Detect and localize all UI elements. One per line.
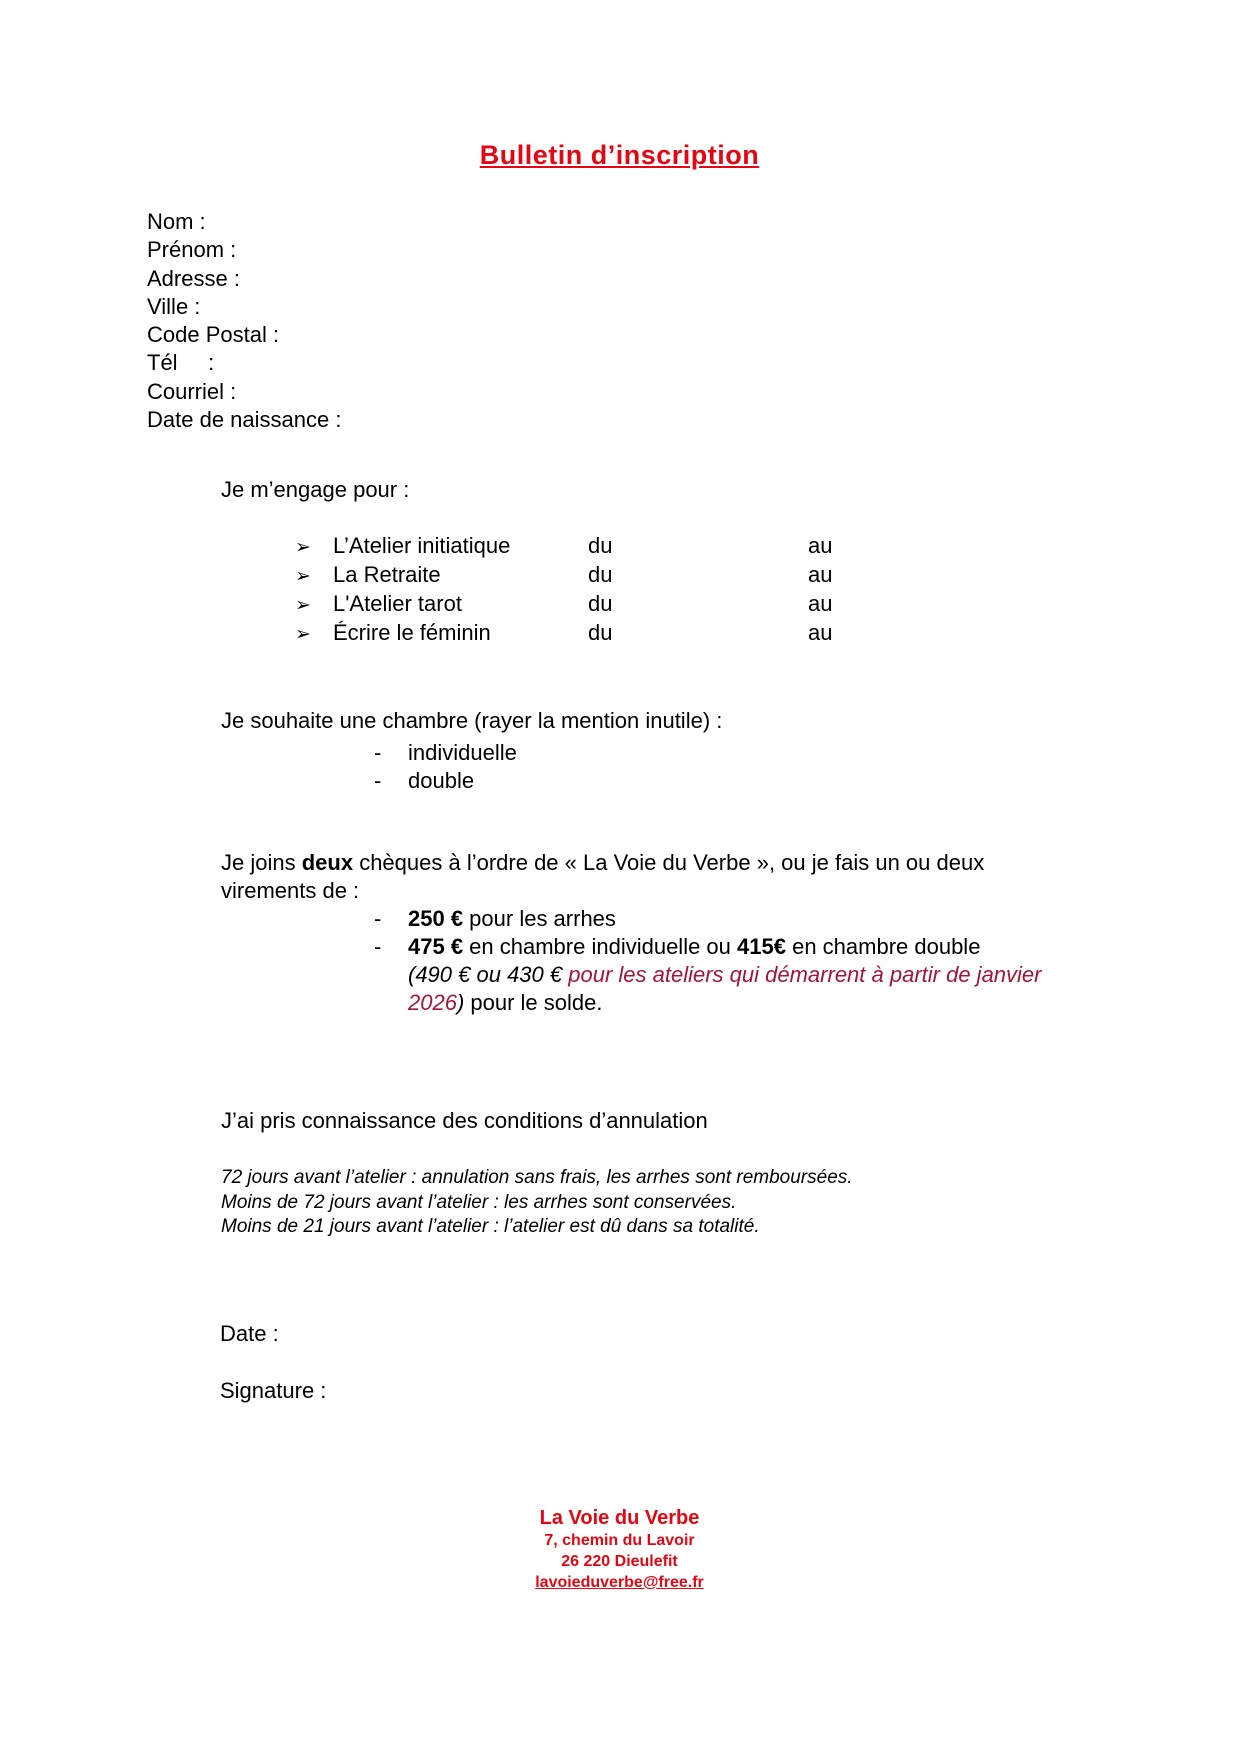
engagement-item — [295, 532, 1195, 561]
date-to-label: au — [808, 562, 833, 587]
payment-paren-line2 — [221, 989, 1201, 1017]
engagement-item-label: Écrire le féminin — [333, 620, 491, 645]
solde-amount-individuelle: 475 € — [408, 934, 464, 959]
payment-paren-line1 — [221, 961, 1201, 989]
room-option-label: double — [408, 768, 475, 793]
solde-end-text: en chambre double — [785, 934, 981, 959]
engagement-item-label: L’Atelier initiatique — [333, 533, 511, 558]
arrow-bullet-icon: ➢ — [295, 565, 311, 587]
room-options-list — [374, 739, 517, 795]
payment-intro-line2: virements de : — [221, 878, 360, 903]
condition-line: Moins de 21 jours avant l’atelier : l’atelier est dû dans sa totalité. — [221, 1216, 760, 1237]
dash-bullet: - — [374, 906, 382, 931]
field-label-nom: Nom : — [147, 209, 206, 234]
document-title: Bulletin d’inscription — [479, 140, 760, 170]
paren-content-2 — [408, 989, 602, 1017]
engagement-item — [295, 619, 1195, 648]
payment-solde-content — [408, 933, 980, 961]
condition-line: 72 jours avant l’atelier : annulation sans frais, les arrhes sont remboursées. — [221, 1167, 853, 1188]
footer-address-line2: 26 220 Dieulefit — [561, 1553, 678, 1570]
arrow-bullet-icon: ➢ — [295, 536, 311, 558]
signature-label: Signature : — [220, 1378, 327, 1403]
paren-red-year: 2026 — [408, 990, 457, 1015]
arrow-bullet-icon: ➢ — [295, 594, 311, 616]
payment-arrhes-content — [408, 905, 616, 933]
payment-intro-bold: deux — [301, 850, 354, 875]
field-label-ville: Ville : — [147, 293, 201, 319]
payment-intro-pre: Je joins — [221, 850, 302, 875]
engagement-item — [295, 561, 1195, 590]
payment-intro-post: chèques à l’ordre de « La Voie du Verbe », ou je fais un ou deux — [353, 850, 985, 875]
payment-arrhes-line — [221, 905, 1201, 933]
date-to-label: au — [808, 533, 833, 558]
date-from-label: du — [588, 620, 613, 645]
field-label-prenom: Prénom : — [147, 237, 237, 263]
footer-contact-block — [0, 1506, 1239, 1593]
paren-black-text: (490 € ou 430 € — [408, 962, 569, 987]
solde-amount-double: 415€ — [737, 934, 786, 959]
footer-address-line1: 7, chemin du Lavoir — [544, 1532, 695, 1549]
payment-section — [221, 849, 1201, 1017]
field-label-courriel: Courriel : — [147, 378, 237, 404]
payment-solde-line — [221, 933, 1201, 961]
paren-close: ) — [456, 990, 465, 1015]
field-label-adresse: Adresse : — [147, 265, 240, 291]
date-to-label: au — [808, 620, 833, 645]
date-to-label: au — [808, 591, 833, 616]
dash-bullet: - — [374, 768, 382, 793]
date-from-label: du — [588, 562, 613, 587]
room-option-individuelle — [374, 739, 517, 767]
arrhes-text: pour les arrhes — [463, 906, 616, 931]
footer-email-link[interactable]: lavoieduverbe@free.fr — [535, 1574, 704, 1591]
engagement-item — [295, 590, 1195, 619]
field-label-code-postal: Code Postal : — [147, 322, 280, 348]
personal-info-fields — [147, 208, 341, 434]
solde-final-text: pour le solde. — [464, 990, 603, 1015]
paren-red-text: pour les ateliers qui démarrent à partir de janvier — [568, 962, 1042, 987]
footer-organization-name: La Voie du Verbe — [539, 1507, 700, 1529]
engagement-item-label: L'Atelier tarot — [333, 591, 462, 616]
paren-content — [408, 961, 1042, 989]
room-option-label: individuelle — [408, 740, 517, 765]
field-label-date-naissance: Date de naissance : — [147, 407, 342, 433]
dash-bullet: - — [374, 740, 382, 765]
dash-bullet: - — [374, 934, 382, 959]
date-from-label: du — [588, 533, 613, 558]
arrow-bullet-icon: ➢ — [295, 623, 311, 645]
engagement-item-label: La Retraite — [333, 562, 441, 587]
cancellation-heading: J’ai pris connaissance des conditions d’annulation — [221, 1108, 708, 1133]
payment-intro-line1 — [221, 849, 1201, 877]
condition-line: Moins de 72 jours avant l’atelier : les arrhes sont conservées. — [221, 1191, 737, 1213]
arrhes-amount: 250 € — [408, 906, 464, 931]
room-option-double — [374, 767, 517, 795]
solde-mid-text: en chambre individuelle ou — [463, 934, 738, 959]
room-choice-heading: Je souhaite une chambre (rayer la mention inutile) : — [221, 708, 723, 733]
engagement-list — [295, 532, 1195, 648]
date-label: Date : — [220, 1321, 279, 1346]
engagement-heading: Je m’engage pour : — [221, 477, 410, 502]
field-label-tel: Tél : — [147, 350, 215, 376]
cancellation-conditions — [221, 1166, 853, 1240]
date-from-label: du — [588, 591, 613, 616]
